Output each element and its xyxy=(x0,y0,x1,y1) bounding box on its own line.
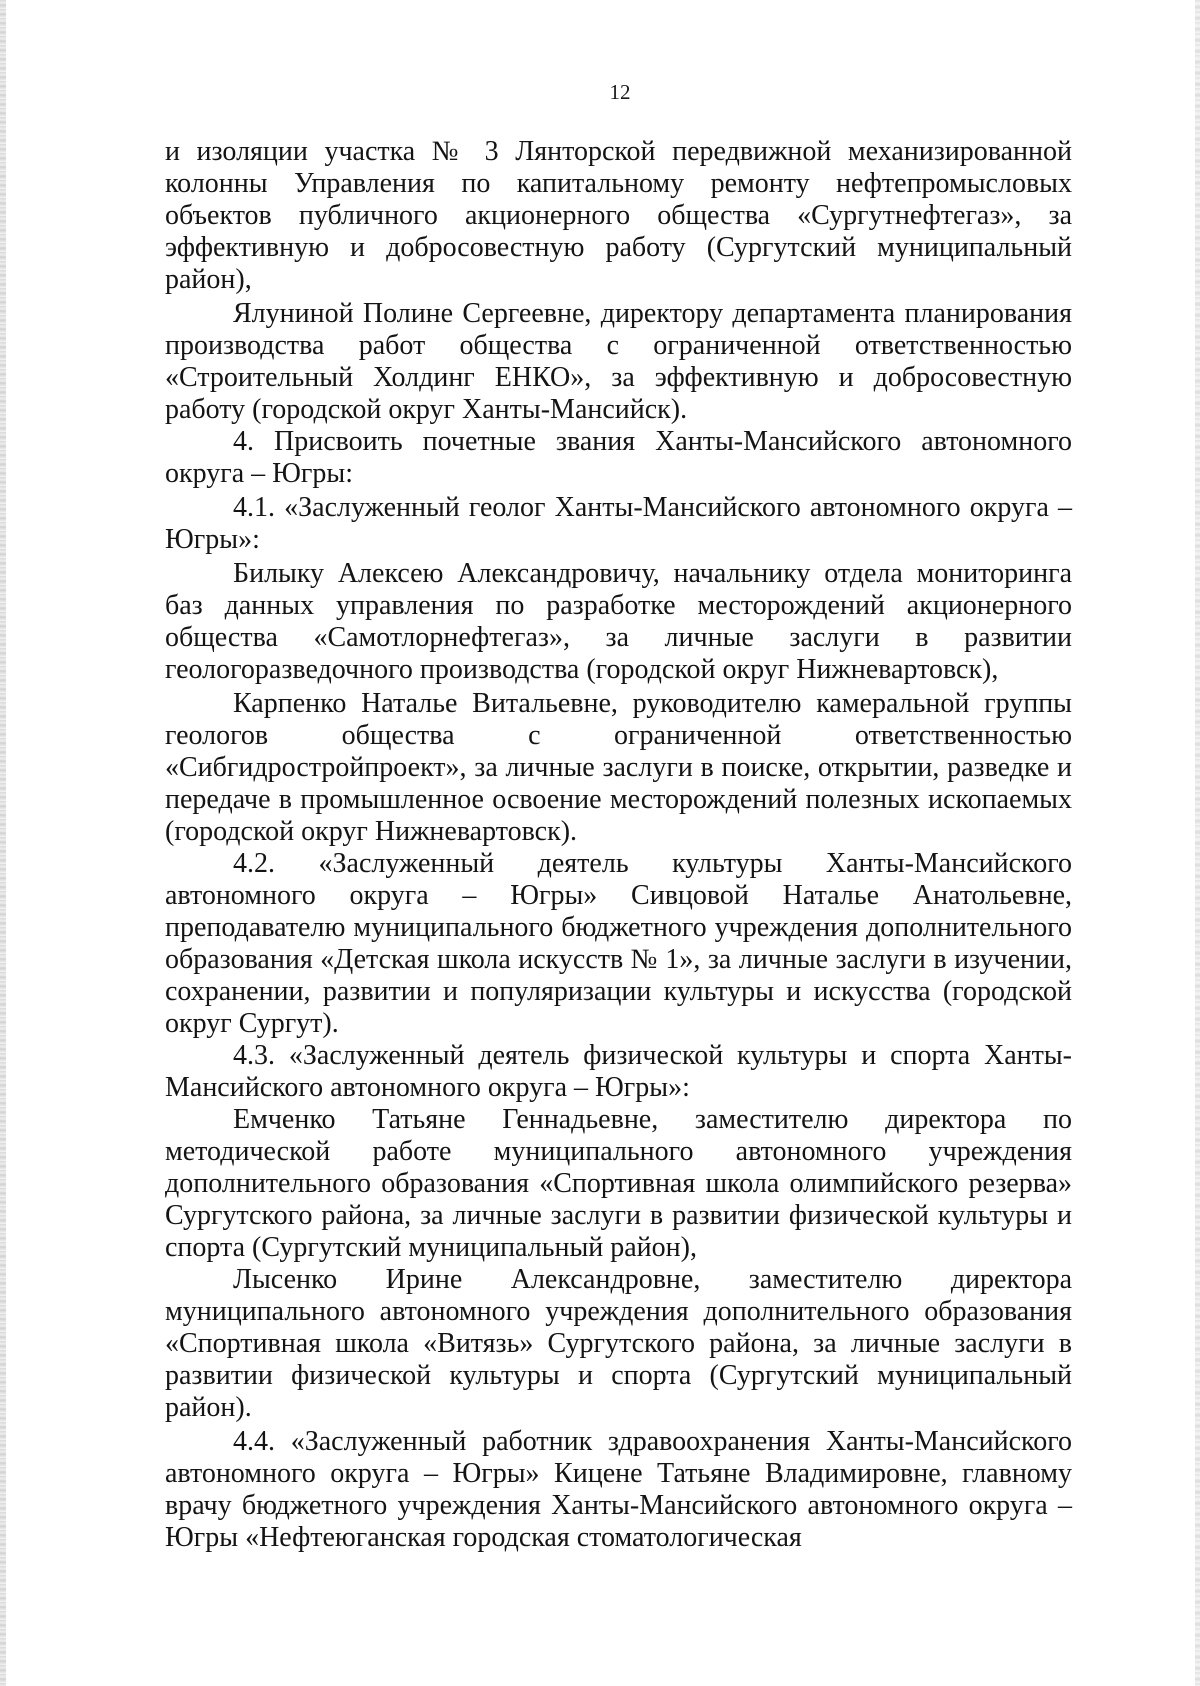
paragraph: Ялуниной Полине Сергеевне, директору департамента планирования производства работ общества с ограниченной ответственностью «Строительный Холдинг ЕНКО», за эффективную и добросовестную работу (городской округ Ханты-Мансийск). xyxy=(165,298,1072,425)
paragraph: Лысенко Ирине Александровне, заместителю директора муниципального автономного учреждения дополнительного образования «Спортивная школа «Витязь» Сургутского района, за личные заслуги в развитии физической культуры и спорта (Сургутский муниципальный район). xyxy=(165,1264,1072,1423)
paragraph: Емченко Татьяне Геннадьевне, заместителю директора по методической работе муниципального автономного учреждения дополнительного образования «Спортивная школа олимпийского резерва» Сургутского района, за личные заслуги в развитии физической культуры и спорта (Сургутский муниципальный район), xyxy=(165,1104,1072,1263)
paragraph: 4. Присвоить почетные звания Ханты-Мансийского автономного округа – Югры: xyxy=(165,426,1072,489)
paragraph: 4.3. «Заслуженный деятель физической культуры и спорта Ханты-Мансийского автономного округа – Югры»: xyxy=(165,1040,1072,1103)
paragraph: 4.4. «Заслуженный работник здравоохранения Ханты-Мансийского автономного округа – Югры» Кицене Татьяне Владимировне, главному врачу бюджетного учреждения Ханты-Мансийского автономного округа – Югры «Нефтеюганская городская стоматологическая xyxy=(165,1426,1072,1553)
page-number: 12 xyxy=(609,80,631,104)
paragraph: 4.2. «Заслуженный деятель культуры Ханты-Мансийского автономного округа – Югры» Сивцовой Наталье Анатольевне, преподавателю муниципального бюджетного учреждения дополнительного образования «Детская школа искусств № 1», за личные заслуги в изучении, сохранении, развитии и популяризации культуры и искусства (городской округ Сургут). xyxy=(165,848,1072,1039)
paragraph: Карпенко Наталье Витальевне, руководителю камеральной группы геологов общества с ограниченной ответственностью «Сибгидростройпроект», за личные заслуги в поиске, открытии, разведке и передаче в промышленное освоение месторождений полезных ископаемых (городской округ Нижневартовск). xyxy=(165,688,1072,847)
document-body xyxy=(165,136,1072,1554)
paragraph: Билыку Алексею Александровичу, начальнику отдела мониторинга баз данных управления по разработке месторождений акционерного общества «Самотлорнефтегаз», за личные заслуги в развитии геологоразведочного производства (городской округ Нижневартовск), xyxy=(165,558,1072,685)
scan-edge-left xyxy=(0,0,6,1686)
scan-edge-right xyxy=(1195,0,1200,1686)
paragraph: 4.1. «Заслуженный геолог Ханты-Мансийского автономного округа – Югры»: xyxy=(165,492,1072,555)
paragraph: и изоляции участка № 3 Лянторской передвижной механизированной колонны Управления по капитальному ремонту нефтепромысловых объектов публичного акционерного общества «Сургутнефтегаз», за эффективную и добросовестную работу (Сургутский муниципальный район), xyxy=(165,136,1072,295)
